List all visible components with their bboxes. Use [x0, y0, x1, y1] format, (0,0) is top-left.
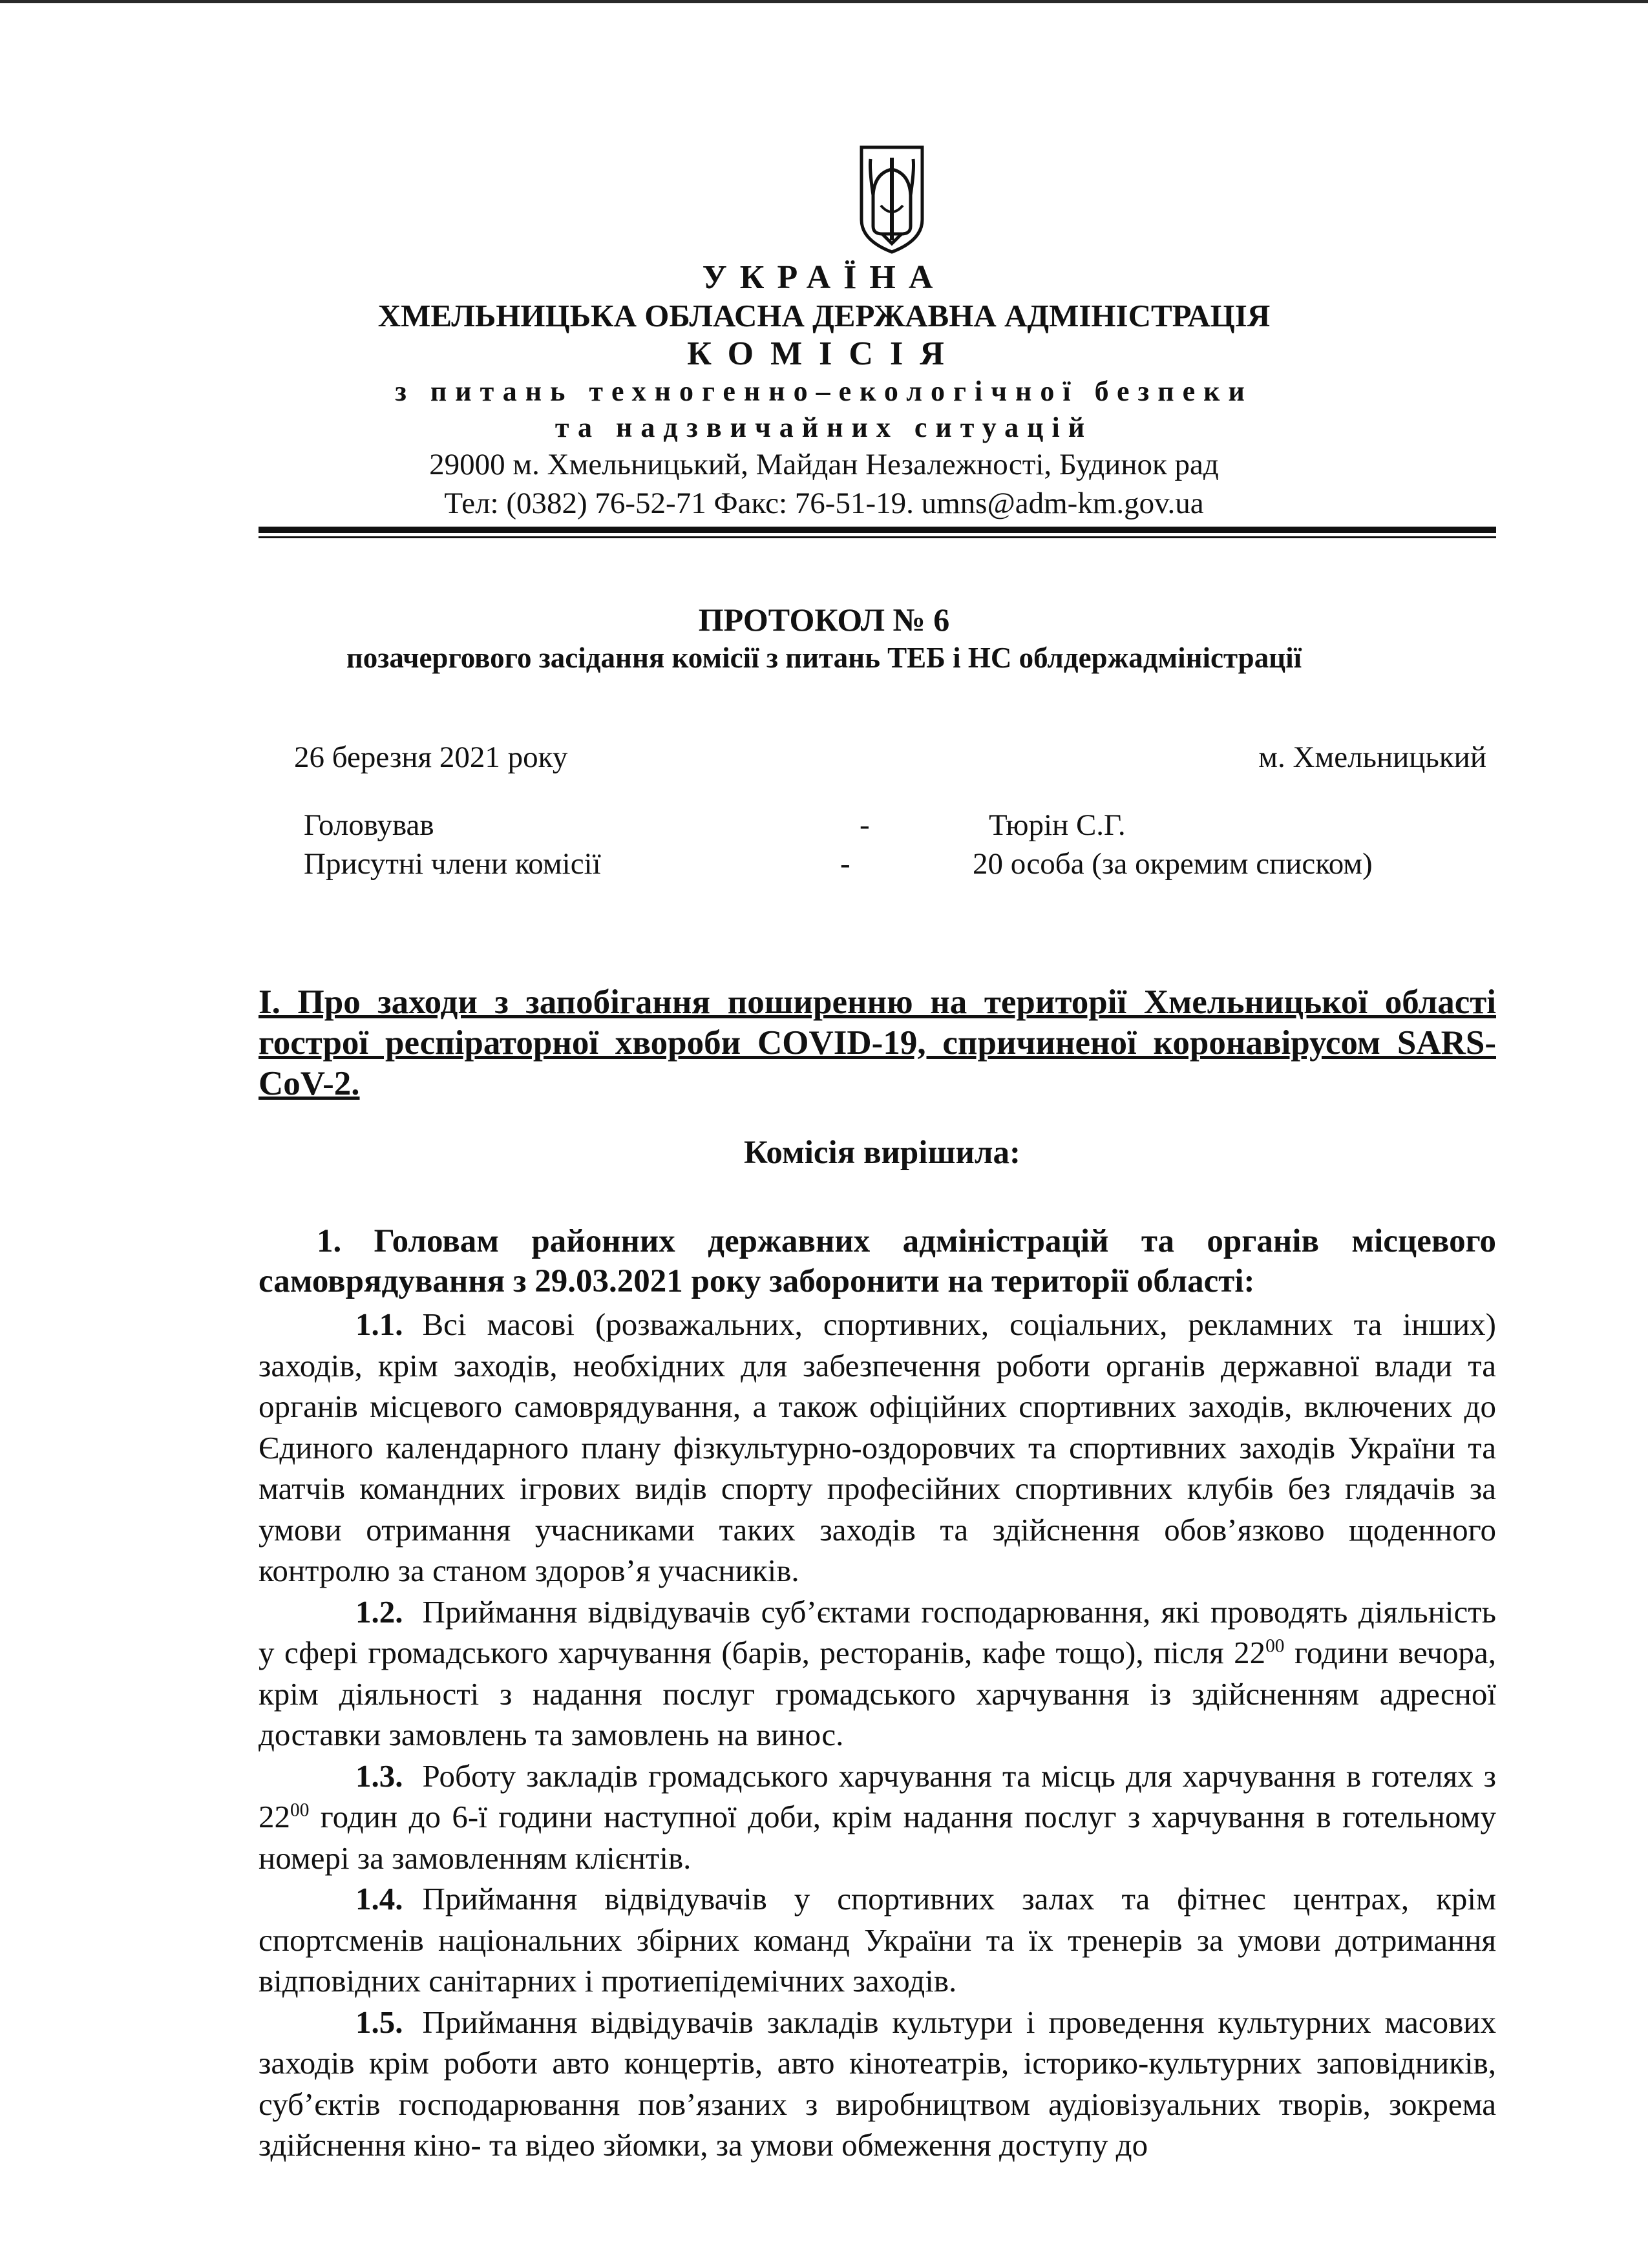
header-organization: ХМЕЛЬНИЦЬКА ОБЛАСНА ДЕРЖАВНА АДМІНІСТРАЦІЯ [377, 298, 1271, 333]
chair-name: Тюрін С.Г. [989, 808, 1126, 842]
section-title: І. Про заходи з запобігання поширенню на території Хмельницької області гострої респіраторної хвороби COVID-19, спричиненої коронавірусом SARS-CoV-2. [259, 983, 1496, 1102]
chair-label: Головував [304, 808, 434, 842]
list-item [259, 2002, 1496, 2166]
list-item [259, 1756, 1496, 1879]
item-text: Приймання відвідувачів суб’єктами господарювання, які проводять діяльність у сфері громадського харчування (барів, ресторанів, кафе тощо), після 22 [259, 1593, 1496, 1670]
header-contacts: Тел: (0382) 76-52-71 Факс: 76-51-19. umns@adm-km.gov.ua [444, 487, 1204, 520]
item-number: 1.1. [355, 1307, 403, 1342]
item-number: 1.2. [355, 1593, 403, 1630]
protocol-city: м. Хмельницький [1258, 740, 1486, 774]
section-heading [259, 982, 1496, 1104]
items-list [259, 1304, 1496, 2166]
header-country: УКРАЇНА [702, 259, 946, 296]
header-subtitle-line2: та надзвичайних ситуацій [555, 412, 1093, 443]
item-superscript: 00 [290, 1800, 310, 1821]
members-value: 20 особа (за окремим списком) [973, 847, 1373, 881]
item-number: 1.4. [355, 1881, 403, 1916]
item-number: 1.5. [355, 2004, 403, 2040]
item-text: Приймання відвідувачів у спортивних залах та фітнес центрах, крім спортсменів національних збірних команд України та їх тренерів за умови дотримання відповідних санітарних і протиепідемічних заходів. [259, 1881, 1496, 1999]
trident-coat-of-arms-icon [856, 143, 927, 255]
header-commission: КОМІСІЯ [687, 335, 961, 372]
list-item [259, 1304, 1496, 1591]
list-item [259, 1591, 1496, 1756]
header-subtitle-line1: з питань техногенно–екологічної безпеки [395, 375, 1253, 407]
decided-heading: Комісія вирішила: [743, 1135, 1021, 1171]
item-number: 1.3. [355, 1758, 403, 1794]
item-text: Приймання відвідувачів закладів культури і проведення культурних масових заходів крім роботи авто концертів, авто кінотеатрів, історико-культурних заповідників, суб’єктів господарювання пов’язаних з виробництвом аудіовізуальних творів, зокрема здійснення кіно- та відео зйомки, за умови обмеження доступу до [259, 2004, 1496, 2163]
item-text: Всі масові (розважальних, спортивних, соціальних, рекламних та інших) заходів, крім заходів, необхідних для забезпечення роботи органів державної влади та органів місцевого самоврядування, а також офіційних спортивних заходів, включених до Єдиного календарного плану фізкультурно-оздоровчих та спортивних заходів України та матчів командних ігрових видів спорту професійних спортивних клубів без глядачів за умови отримання учасниками таких заходів та здійснення обов’язково щоденного контролю за станом здоров’я учасників. [259, 1307, 1496, 1588]
item-text-continued: годин до 6-ї години наступної доби, крім надання послуг з харчування в готельному номері за замовленням клієнтів. [259, 1799, 1496, 1876]
scan-edge-line [0, 0, 1648, 3]
header-rule-thick [259, 527, 1496, 533]
chair-dash: - [860, 808, 870, 842]
members-label: Присутні члени комісії [304, 847, 601, 881]
point-1: 1. Головам районних державних адміністрацій та органів місцевого самоврядування з 29.03.2021 року заборонити на території області: [259, 1223, 1496, 1299]
item-text-continued: години вечора, крім діяльності з надання послуг громадського харчування із здійсненням адресної доставки замовлень та замовлень на винос. [259, 1635, 1496, 1752]
header-address: 29000 м. Хмельницький, Майдан Незалежності, Будинок рад [429, 448, 1219, 481]
protocol-subtitle: позачергового засідання комісії з питань ТЕБ і НС облдержадміністрації [346, 642, 1302, 674]
list-item [259, 1878, 1496, 2002]
item-text: Роботу закладів громадського харчування та місць для харчування в готелях з 22 [259, 1758, 1496, 1834]
protocol-date: 26 березня 2021 року [294, 740, 568, 774]
members-dash: - [840, 847, 850, 881]
item-superscript: 00 [1265, 1635, 1285, 1657]
header-rule-thin [259, 536, 1496, 538]
protocol-title: ПРОТОКОЛ № 6 [698, 602, 950, 638]
